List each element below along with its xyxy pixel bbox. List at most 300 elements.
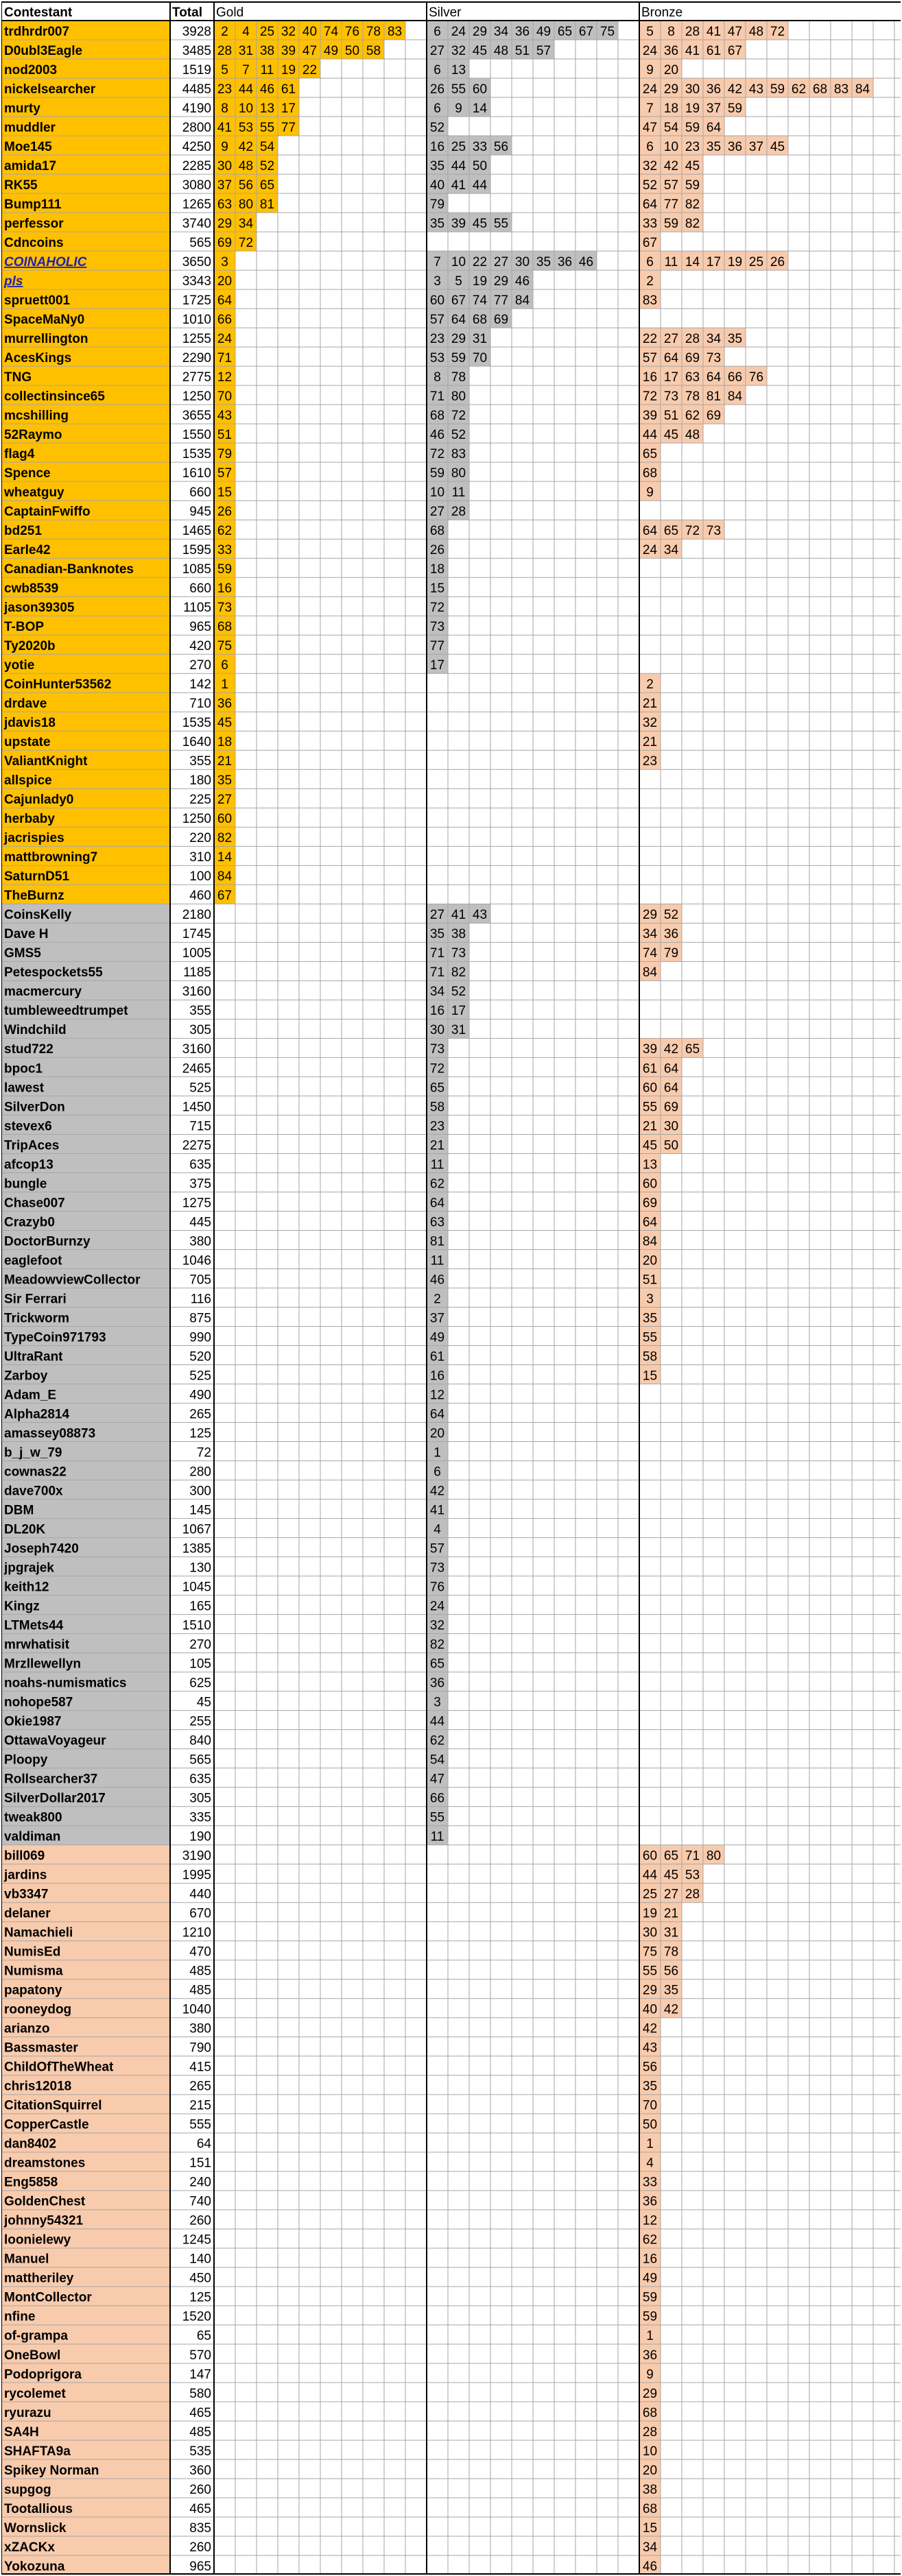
contestant-name: 52Raymo — [4, 428, 62, 443]
gold-entry: 76 — [344, 24, 360, 39]
contestant-name: Cdncoins — [4, 235, 64, 250]
contestant-link[interactable]: COINAHOLIC — [4, 254, 87, 269]
silver-entry: 33 — [472, 139, 488, 154]
silver-entry: 20 — [429, 1426, 445, 1441]
gold-entry: 39 — [281, 43, 296, 58]
total-score: 100 — [189, 869, 211, 884]
silver-entry: 45 — [472, 216, 488, 231]
gold-entry: 75 — [217, 639, 233, 654]
gold-entry: 33 — [217, 543, 233, 558]
silver-entry: 52 — [451, 985, 466, 1000]
bronze-entry: 68 — [642, 466, 658, 481]
contestant-name: Bassmaster — [4, 2041, 78, 2056]
gold-entry: 9 — [221, 139, 228, 154]
silver-entry: 62 — [429, 1733, 445, 1748]
total-score: 555 — [189, 2117, 211, 2132]
bronze-entry: 84 — [855, 82, 870, 97]
bronze-entry: 21 — [642, 735, 658, 750]
bronze-entry: 39 — [642, 1042, 658, 1057]
total-score: 130 — [189, 1561, 211, 1576]
silver-entry: 32 — [429, 1618, 445, 1633]
bronze-entry: 72 — [642, 389, 658, 404]
contestant-name: johnny54321 — [4, 2213, 84, 2228]
bronze-entry: 15 — [642, 1369, 658, 1384]
contestant-name: Rollsearcher37 — [4, 1772, 98, 1787]
bronze-entry: 36 — [706, 82, 722, 97]
silver-entry: 27 — [429, 908, 445, 923]
silver-entry: 64 — [429, 1196, 445, 1211]
gold-entry: 42 — [238, 139, 254, 154]
contestant-name: eaglefoot — [4, 1253, 62, 1268]
contestant-name: MeadowviewCollector — [4, 1273, 141, 1288]
silver-entry: 17 — [451, 1004, 466, 1019]
bronze-entry: 59 — [770, 82, 785, 97]
silver-entry: 39 — [451, 216, 466, 231]
bronze-entry: 45 — [770, 139, 785, 154]
bronze-entry: 59 — [642, 2290, 658, 2305]
silver-entry: 65 — [557, 24, 573, 39]
contestant-name: Mrzllewellyn — [4, 1657, 81, 1672]
bronze-entry: 17 — [663, 370, 679, 385]
total-score: 380 — [189, 2021, 211, 2036]
total-score: 525 — [189, 1081, 211, 1096]
bronze-entry: 78 — [685, 389, 700, 404]
bronze-entry: 83 — [833, 82, 849, 97]
contestant-name: dreamstones — [4, 2156, 86, 2171]
contestant-name: Spence — [4, 466, 51, 481]
bronze-entry: 36 — [663, 43, 679, 58]
silver-entry: 40 — [429, 178, 445, 193]
gold-entry: 15 — [217, 485, 233, 501]
bronze-entry: 36 — [642, 2348, 658, 2363]
silver-entry: 31 — [451, 1023, 466, 1038]
silver-entry: 5 — [455, 274, 462, 289]
silver-entry: 43 — [472, 908, 488, 923]
silver-entry: 84 — [514, 293, 530, 308]
total-score: 255 — [189, 1714, 211, 1729]
total-score: 1046 — [182, 1253, 211, 1268]
contestant-name: supgog — [4, 2482, 51, 2497]
bronze-entry: 45 — [663, 428, 679, 443]
bronze-entry: 33 — [642, 216, 658, 231]
silver-entry: 35 — [536, 254, 551, 269]
total-score: 1185 — [183, 965, 211, 980]
bronze-entry: 30 — [663, 1119, 679, 1134]
contestant-name: Wornslick — [4, 2520, 67, 2536]
gold-entry: 72 — [238, 235, 254, 250]
bronze-entry: 61 — [706, 43, 722, 58]
silver-entry: 75 — [600, 24, 615, 39]
bronze-entry: 51 — [663, 409, 679, 424]
silver-entry: 10 — [451, 254, 466, 269]
bronze-entry: 28 — [685, 24, 700, 39]
silver-entry: 30 — [429, 1023, 445, 1038]
bronze-entry: 4 — [646, 2156, 654, 2171]
bronze-entry: 12 — [642, 2213, 658, 2228]
gold-entry: 13 — [259, 101, 275, 116]
contestant-name: murty — [4, 101, 40, 116]
total-score: 445 — [189, 1215, 211, 1230]
contestant-name: Trickworm — [4, 1311, 70, 1326]
contestant-name: Eng5858 — [4, 2175, 58, 2190]
bronze-entry: 60 — [642, 1081, 658, 1096]
total-score: 140 — [189, 2252, 211, 2267]
gold-entry: 48 — [238, 158, 254, 173]
silver-entry: 62 — [429, 1177, 445, 1192]
total-score: 520 — [189, 1349, 211, 1364]
bronze-entry: 56 — [663, 1964, 679, 1979]
bronze-entry: 84 — [642, 1234, 658, 1249]
silver-entry: 11 — [430, 1253, 444, 1268]
total-score: 1745 — [182, 927, 211, 942]
bronze-entry: 23 — [685, 139, 700, 154]
total-score: 535 — [189, 2444, 211, 2459]
bronze-entry: 67 — [727, 43, 743, 58]
total-score: 460 — [189, 889, 211, 904]
total-score: 380 — [189, 1234, 211, 1249]
bronze-entry: 65 — [663, 524, 679, 539]
gold-entry: 8 — [221, 101, 228, 116]
contestant-name: Dave H — [4, 927, 49, 942]
contestant-name: Cajunlady0 — [4, 793, 74, 808]
bronze-entry: 34 — [642, 927, 658, 942]
gold-entry: 25 — [259, 24, 275, 39]
bronze-entry: 52 — [663, 908, 679, 923]
total-score: 225 — [189, 793, 211, 808]
total-score: 1265 — [182, 197, 211, 212]
total-score: 440 — [189, 1887, 211, 1902]
bronze-entry: 69 — [642, 1196, 658, 1211]
silver-entry: 9 — [455, 101, 462, 116]
bronze-entry: 57 — [642, 350, 658, 365]
contestant-name: mrwhatisit — [4, 1637, 70, 1652]
bronze-entry: 74 — [642, 946, 658, 961]
silver-entry: 83 — [451, 447, 466, 462]
gold-entry: 68 — [217, 620, 233, 635]
contestant-name: Tootallious — [4, 2501, 73, 2516]
bronze-entry: 10 — [663, 139, 679, 154]
total-score: 3928 — [182, 24, 211, 39]
total-score: 1595 — [182, 543, 211, 558]
silver-entry: 55 — [451, 82, 466, 97]
contestant-name: xZACKx — [4, 2540, 55, 2555]
bronze-entry: 33 — [642, 2175, 658, 2190]
contestant-name: Joseph7420 — [4, 1541, 79, 1556]
gold-entry: 21 — [217, 754, 233, 769]
silver-entry: 70 — [472, 350, 488, 365]
silver-entry: 16 — [429, 1004, 445, 1019]
total-score: 1535 — [182, 716, 211, 731]
silver-entry: 45 — [472, 43, 488, 58]
gold-entry: 28 — [217, 43, 233, 58]
bronze-entry: 5 — [646, 24, 654, 39]
bronze-entry: 21 — [642, 697, 658, 712]
silver-entry: 46 — [578, 254, 594, 269]
silver-entry: 22 — [472, 254, 488, 269]
bronze-entry: 37 — [748, 139, 764, 154]
silver-entry: 73 — [429, 1561, 445, 1576]
silver-entry: 73 — [429, 1042, 445, 1057]
bronze-entry: 29 — [642, 1983, 658, 1998]
total-score: 470 — [189, 1945, 211, 1960]
total-score: 835 — [189, 2520, 211, 2536]
gold-entry: 38 — [259, 43, 275, 58]
silver-entry: 24 — [429, 1599, 445, 1614]
contestant-name: NumisEd — [4, 1945, 61, 1960]
contestant-name: MontCollector — [4, 2290, 92, 2305]
bronze-entry: 29 — [642, 2386, 658, 2401]
silver-entry: 41 — [429, 1503, 445, 1518]
contestant-name: b_j_w_79 — [4, 1445, 62, 1460]
bronze-entry: 2 — [646, 677, 654, 693]
contestant-name: Ty2020b — [4, 639, 56, 654]
silver-entry: 71 — [429, 389, 445, 404]
silver-entry: 58 — [429, 1100, 445, 1115]
contestant-name: loonielewy — [4, 2232, 71, 2248]
silver-entry: 76 — [429, 1580, 445, 1595]
silver-entry: 16 — [429, 139, 445, 154]
bronze-entry: 59 — [663, 216, 679, 231]
bronze-entry: 45 — [642, 1138, 658, 1153]
bronze-entry: 69 — [706, 409, 722, 424]
bronze-entry: 9 — [646, 2367, 654, 2382]
total-score: 945 — [189, 505, 211, 520]
silver-entry: 11 — [430, 1829, 444, 1844]
contestant-name: Kingz — [4, 1599, 40, 1614]
contestant-name: valdiman — [4, 1829, 61, 1844]
contestant-name: arianzo — [4, 2021, 50, 2036]
contestant-name: GMS5 — [4, 946, 41, 961]
silver-entry: 44 — [472, 178, 488, 193]
contestant-name: vb3347 — [4, 1887, 49, 1902]
gold-entry: 55 — [259, 120, 275, 135]
silver-entry: 74 — [472, 293, 488, 308]
silver-entry: 80 — [451, 466, 466, 481]
bronze-entry: 19 — [727, 254, 743, 269]
bronze-entry: 29 — [663, 82, 679, 97]
bronze-entry: 23 — [642, 754, 658, 769]
total-score: 1450 — [182, 1100, 211, 1115]
gold-entry: 84 — [217, 869, 233, 884]
silver-entry: 51 — [514, 43, 530, 58]
gold-entry: 29 — [217, 216, 233, 231]
silver-entry: 77 — [493, 293, 509, 308]
gold-entry: 58 — [366, 43, 381, 58]
silver-entry: 6 — [434, 24, 441, 39]
silver-entry: 57 — [429, 1541, 445, 1556]
gold-entry: 4 — [242, 24, 250, 39]
contestant-name: bpoc1 — [4, 1061, 43, 1076]
total-score: 1210 — [182, 1925, 211, 1940]
contestant-link[interactable]: pls — [4, 274, 23, 289]
bronze-entry: 67 — [642, 235, 658, 250]
total-score: 450 — [189, 2271, 211, 2286]
silver-entry: 56 — [493, 139, 509, 154]
contestant-name: Ploopy — [4, 1753, 48, 1768]
silver-entry: 11 — [430, 1157, 444, 1172]
silver-entry: 48 — [493, 43, 509, 58]
total-score: 705 — [189, 1273, 211, 1288]
bronze-entry: 28 — [685, 331, 700, 346]
bronze-entry: 27 — [663, 1887, 679, 1902]
contestant-name: amida17 — [4, 158, 57, 173]
total-score: 840 — [189, 1733, 211, 1748]
contestant-header: Contestant — [4, 5, 73, 20]
bronze-entry: 26 — [770, 254, 785, 269]
contestant-name: Numisma — [4, 1964, 63, 1979]
contestant-name: nfine — [4, 2309, 36, 2324]
leaderboard-table — [1, 1, 901, 2575]
total-score: 260 — [189, 2540, 211, 2555]
silver-entry: 46 — [429, 428, 445, 443]
bronze-entry: 69 — [663, 1100, 679, 1115]
silver-entry: 41 — [451, 908, 466, 923]
total-score: 1250 — [182, 812, 211, 827]
contestant-name: herbaby — [4, 812, 55, 827]
contestant-name: tweak800 — [4, 1810, 62, 1825]
silver-entry: 66 — [429, 1791, 445, 1806]
silver-entry: 71 — [429, 946, 445, 961]
bronze-entry: 28 — [642, 2424, 658, 2440]
total-score: 420 — [189, 639, 211, 654]
bronze-entry: 75 — [642, 1945, 658, 1960]
bronze-entry: 16 — [642, 2252, 658, 2267]
contestant-name: CopperCastle — [4, 2117, 89, 2132]
contestant-cell-bg — [1, 270, 170, 289]
contestant-name: keith12 — [4, 1580, 49, 1595]
silver-entry: 69 — [493, 312, 509, 327]
gold-entry: 83 — [387, 24, 403, 39]
total-score: 465 — [189, 2405, 211, 2420]
bronze-entry: 30 — [685, 82, 700, 97]
total-score: 355 — [189, 1004, 211, 1019]
bronze-entry: 48 — [748, 24, 764, 39]
silver-entry: 64 — [451, 312, 466, 327]
silver-header: Silver — [429, 5, 462, 20]
bronze-entry: 47 — [642, 120, 658, 135]
gold-entry: 60 — [217, 812, 233, 827]
gold-entry: 45 — [217, 716, 233, 731]
bronze-entry: 64 — [642, 1215, 658, 1230]
total-score: 525 — [189, 1369, 211, 1384]
contestant-name: perfessor — [4, 216, 64, 231]
silver-entry: 68 — [429, 409, 445, 424]
contestant-name: Crazyb0 — [4, 1215, 55, 1230]
total-score: 965 — [189, 2559, 211, 2574]
bronze-entry: 68 — [642, 2405, 658, 2420]
silver-entry: 50 — [472, 158, 488, 173]
bronze-entry: 80 — [706, 1849, 722, 1864]
silver-entry: 38 — [451, 927, 466, 942]
contestant-name: Sir Ferrari — [4, 1292, 67, 1307]
silver-entry: 3 — [434, 1695, 441, 1710]
silver-entry: 80 — [451, 389, 466, 404]
silver-entry: 60 — [429, 293, 445, 308]
contestant-name: ValiantKnight — [4, 754, 88, 769]
total-score: 360 — [189, 2463, 211, 2478]
bronze-entry: 82 — [685, 216, 700, 231]
total-score: 142 — [189, 677, 211, 693]
contestant-name: TNG — [4, 370, 32, 385]
bronze-entry: 82 — [685, 197, 700, 212]
bronze-entry: 84 — [727, 389, 743, 404]
gold-entry: 74 — [323, 24, 339, 39]
total-score: 2290 — [182, 350, 211, 365]
gold-entry: 22 — [302, 62, 318, 77]
silver-entry: 30 — [514, 254, 530, 269]
bronze-entry: 70 — [642, 2098, 658, 2113]
total-score: 270 — [189, 658, 211, 673]
silver-entry: 68 — [472, 312, 488, 327]
bronze-entry: 29 — [642, 908, 658, 923]
contestant-name: CitationSquirrel — [4, 2098, 102, 2113]
gold-entry: 54 — [259, 139, 275, 154]
bronze-entry: 84 — [642, 965, 658, 980]
contestant-name: GoldenChest — [4, 2194, 86, 2209]
gold-entry: 53 — [238, 120, 254, 135]
bronze-entry: 13 — [642, 1157, 658, 1172]
silver-entry: 77 — [429, 639, 445, 654]
total-score: 151 — [189, 2156, 211, 2171]
bronze-entry: 8 — [667, 24, 675, 39]
bronze-entry: 34 — [642, 2540, 658, 2555]
contestant-name: SpaceMaNy0 — [4, 312, 85, 327]
contestant-name: Bump111 — [4, 197, 62, 212]
bronze-entry: 45 — [685, 158, 700, 173]
contestant-name: chris12018 — [4, 2079, 72, 2094]
total-score: 1725 — [182, 293, 211, 308]
total-score: 3740 — [182, 216, 211, 231]
bronze-entry: 44 — [642, 428, 658, 443]
silver-entry: 59 — [429, 466, 445, 481]
bronze-entry: 68 — [642, 2501, 658, 2516]
silver-entry: 49 — [429, 1330, 445, 1345]
contestant-name: DoctorBurnzy — [4, 1234, 91, 1249]
bronze-entry: 20 — [642, 1253, 658, 1268]
silver-entry: 72 — [429, 601, 445, 616]
bronze-entry: 2 — [646, 274, 654, 289]
total-score: 3650 — [182, 254, 211, 269]
total-score: 310 — [189, 850, 211, 865]
gold-entry: 80 — [238, 197, 254, 212]
bronze-entry: 7 — [646, 101, 654, 116]
silver-entry: 25 — [451, 139, 466, 154]
silver-entry: 61 — [429, 1349, 445, 1364]
silver-entry: 12 — [429, 1388, 445, 1403]
total-score: 565 — [189, 1753, 211, 1768]
contestant-name: dave700x — [4, 1484, 63, 1499]
contestant-name: TripAces — [4, 1138, 60, 1153]
bronze-entry: 73 — [706, 524, 722, 539]
bronze-entry: 14 — [685, 254, 700, 269]
silver-entry: 34 — [493, 24, 509, 39]
contestant-name: drdave — [4, 697, 47, 712]
total-score: 1040 — [182, 2002, 211, 2017]
total-header: Total — [172, 5, 202, 20]
gold-entry: 73 — [217, 601, 233, 616]
total-score: 180 — [189, 773, 211, 789]
total-score: 490 — [189, 1388, 211, 1403]
gold-entry: 82 — [217, 831, 233, 846]
contestant-name: stud722 — [4, 1042, 54, 1057]
silver-entry: 65 — [429, 1657, 445, 1672]
silver-entry: 37 — [429, 1311, 445, 1326]
contestant-name: jpgrajek — [4, 1561, 54, 1576]
bronze-entry: 31 — [663, 1925, 679, 1940]
silver-entry: 14 — [472, 101, 488, 116]
total-score: 105 — [189, 1657, 211, 1672]
total-score: 305 — [189, 1023, 211, 1038]
